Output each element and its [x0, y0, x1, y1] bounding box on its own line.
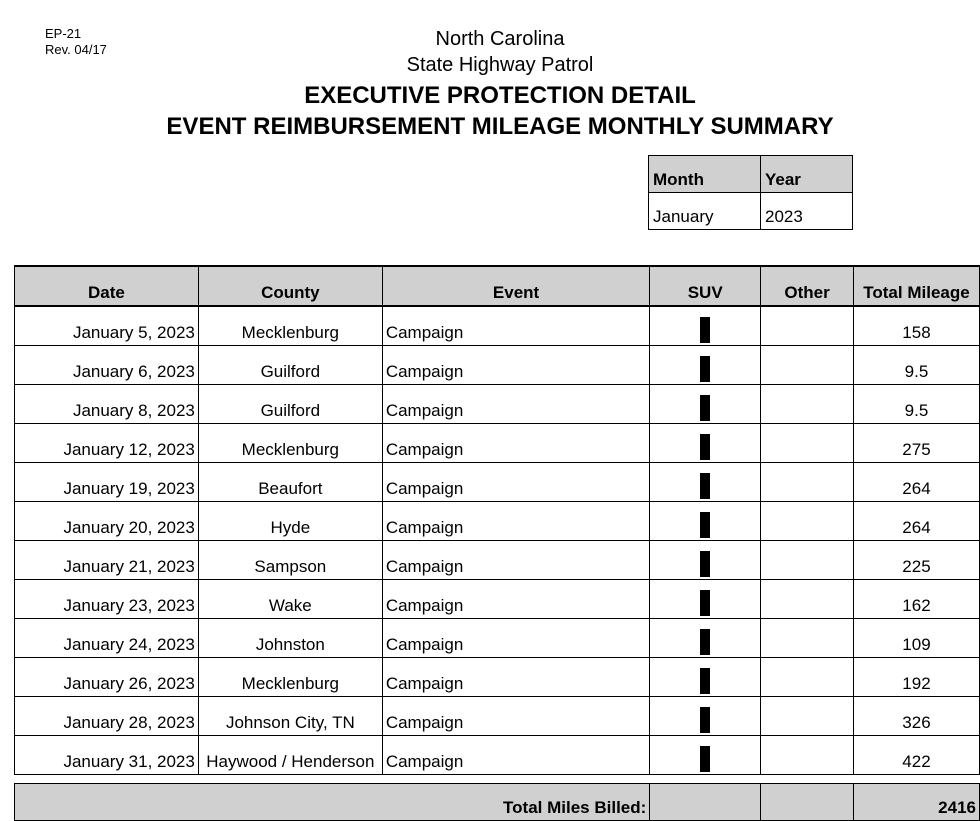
form-code: EP-21: [45, 26, 82, 41]
year-value: 2023: [761, 193, 853, 230]
cell-county: Hyde: [198, 502, 382, 541]
cell-county: Johnston: [198, 619, 382, 658]
suv-checkmark-icon: [700, 668, 710, 694]
cell-total-mileage: 9.5: [853, 346, 979, 385]
total-suv-cell: [650, 784, 761, 821]
cell-event: Campaign: [382, 580, 649, 619]
cell-date: January 23, 2023: [15, 580, 199, 619]
cell-date: January 12, 2023: [15, 424, 199, 463]
year-label: Year: [761, 156, 853, 193]
cell-county: Mecklenburg: [198, 306, 382, 346]
table-row: [15, 306, 980, 346]
total-row: [15, 784, 980, 821]
table-row: [15, 424, 980, 463]
document-subtitle: EVENT REIMBURSEMENT MILEAGE MONTHLY SUMMARY: [166, 113, 834, 140]
table-header-row: [15, 266, 980, 306]
cell-other: [761, 463, 854, 502]
cell-county: Haywood / Henderson: [198, 736, 382, 775]
cell-event: Campaign: [382, 346, 649, 385]
cell-county: Mecklenburg: [198, 658, 382, 697]
table-row: [15, 502, 980, 541]
suv-checkmark-icon: [700, 395, 710, 421]
table-row: [15, 697, 980, 736]
cell-event: Campaign: [382, 463, 649, 502]
cell-other: [761, 697, 854, 736]
cell-date: January 6, 2023: [15, 346, 199, 385]
cell-county: Guilford: [198, 346, 382, 385]
cell-other: [761, 424, 854, 463]
cell-date: January 26, 2023: [15, 658, 199, 697]
cell-other: [761, 306, 854, 346]
cell-suv: [650, 306, 761, 346]
column-header-county: County: [198, 266, 382, 306]
form-revision: Rev. 04/17: [45, 42, 107, 57]
header-state: North Carolina: [435, 28, 565, 50]
cell-other: [761, 346, 854, 385]
cell-county: Sampson: [198, 541, 382, 580]
total-miles-value: 2416: [853, 784, 979, 821]
cell-suv: [650, 385, 761, 424]
cell-date: January 20, 2023: [15, 502, 199, 541]
cell-event: Campaign: [382, 424, 649, 463]
cell-total-mileage: 225: [853, 541, 979, 580]
cell-suv: [650, 346, 761, 385]
cell-total-mileage: 9.5: [853, 385, 979, 424]
cell-county: Johnson City, TN: [198, 697, 382, 736]
column-header-date: Date: [15, 266, 199, 306]
cell-total-mileage: 275: [853, 424, 979, 463]
cell-county: Mecklenburg: [198, 424, 382, 463]
cell-total-mileage: 162: [853, 580, 979, 619]
cell-suv: [650, 697, 761, 736]
cell-suv: [650, 502, 761, 541]
cell-county: Guilford: [198, 385, 382, 424]
suv-checkmark-icon: [700, 629, 710, 655]
table-row: [15, 736, 980, 775]
table-row: [15, 346, 980, 385]
column-header-suv: SUV: [650, 266, 761, 306]
cell-total-mileage: 109: [853, 619, 979, 658]
cell-other: [761, 385, 854, 424]
table-row: [15, 541, 980, 580]
cell-total-mileage: 326: [853, 697, 979, 736]
cell-county: Wake: [198, 580, 382, 619]
cell-suv: [650, 424, 761, 463]
suv-checkmark-icon: [700, 707, 710, 733]
cell-other: [761, 541, 854, 580]
cell-event: Campaign: [382, 736, 649, 775]
cell-date: January 5, 2023: [15, 306, 199, 346]
cell-date: January 28, 2023: [15, 697, 199, 736]
total-other-cell: [761, 784, 854, 821]
cell-total-mileage: 158: [853, 306, 979, 346]
cell-other: [761, 736, 854, 775]
suv-checkmark-icon: [700, 356, 710, 382]
column-header-total-mileage: Total Mileage: [853, 266, 979, 306]
cell-total-mileage: 192: [853, 658, 979, 697]
column-header-other: Other: [761, 266, 854, 306]
cell-event: Campaign: [382, 658, 649, 697]
cell-suv: [650, 658, 761, 697]
cell-other: [761, 619, 854, 658]
cell-event: Campaign: [382, 541, 649, 580]
cell-suv: [650, 736, 761, 775]
suv-checkmark-icon: [700, 434, 710, 460]
cell-other: [761, 580, 854, 619]
table-row: [15, 658, 980, 697]
suv-checkmark-icon: [700, 473, 710, 499]
header-agency: State Highway Patrol: [406, 54, 594, 76]
cell-other: [761, 502, 854, 541]
month-year-table: [648, 155, 853, 230]
month-label: Month: [649, 156, 761, 193]
document-title: EXECUTIVE PROTECTION DETAIL: [304, 82, 696, 109]
table-row: [15, 385, 980, 424]
suv-checkmark-icon: [700, 512, 710, 538]
cell-event: Campaign: [382, 619, 649, 658]
mileage-table: [14, 265, 980, 821]
suv-checkmark-icon: [700, 317, 710, 343]
cell-date: January 21, 2023: [15, 541, 199, 580]
cell-total-mileage: 264: [853, 463, 979, 502]
suv-checkmark-icon: [700, 551, 710, 577]
table-row: [15, 619, 980, 658]
cell-total-mileage: 422: [853, 736, 979, 775]
cell-other: [761, 658, 854, 697]
suv-checkmark-icon: [700, 746, 710, 772]
cell-date: January 24, 2023: [15, 619, 199, 658]
column-header-event: Event: [382, 266, 649, 306]
cell-event: Campaign: [382, 385, 649, 424]
table-row: [15, 580, 980, 619]
cell-county: Beaufort: [198, 463, 382, 502]
cell-event: Campaign: [382, 502, 649, 541]
cell-date: January 8, 2023: [15, 385, 199, 424]
cell-suv: [650, 541, 761, 580]
cell-suv: [650, 463, 761, 502]
cell-date: January 19, 2023: [15, 463, 199, 502]
month-value: January: [649, 193, 761, 230]
table-row: [15, 463, 980, 502]
cell-event: Campaign: [382, 306, 649, 346]
cell-suv: [650, 580, 761, 619]
suv-checkmark-icon: [700, 590, 710, 616]
total-miles-label: Total Miles Billed:: [15, 784, 650, 821]
cell-event: Campaign: [382, 697, 649, 736]
cell-suv: [650, 619, 761, 658]
cell-date: January 31, 2023: [15, 736, 199, 775]
cell-total-mileage: 264: [853, 502, 979, 541]
